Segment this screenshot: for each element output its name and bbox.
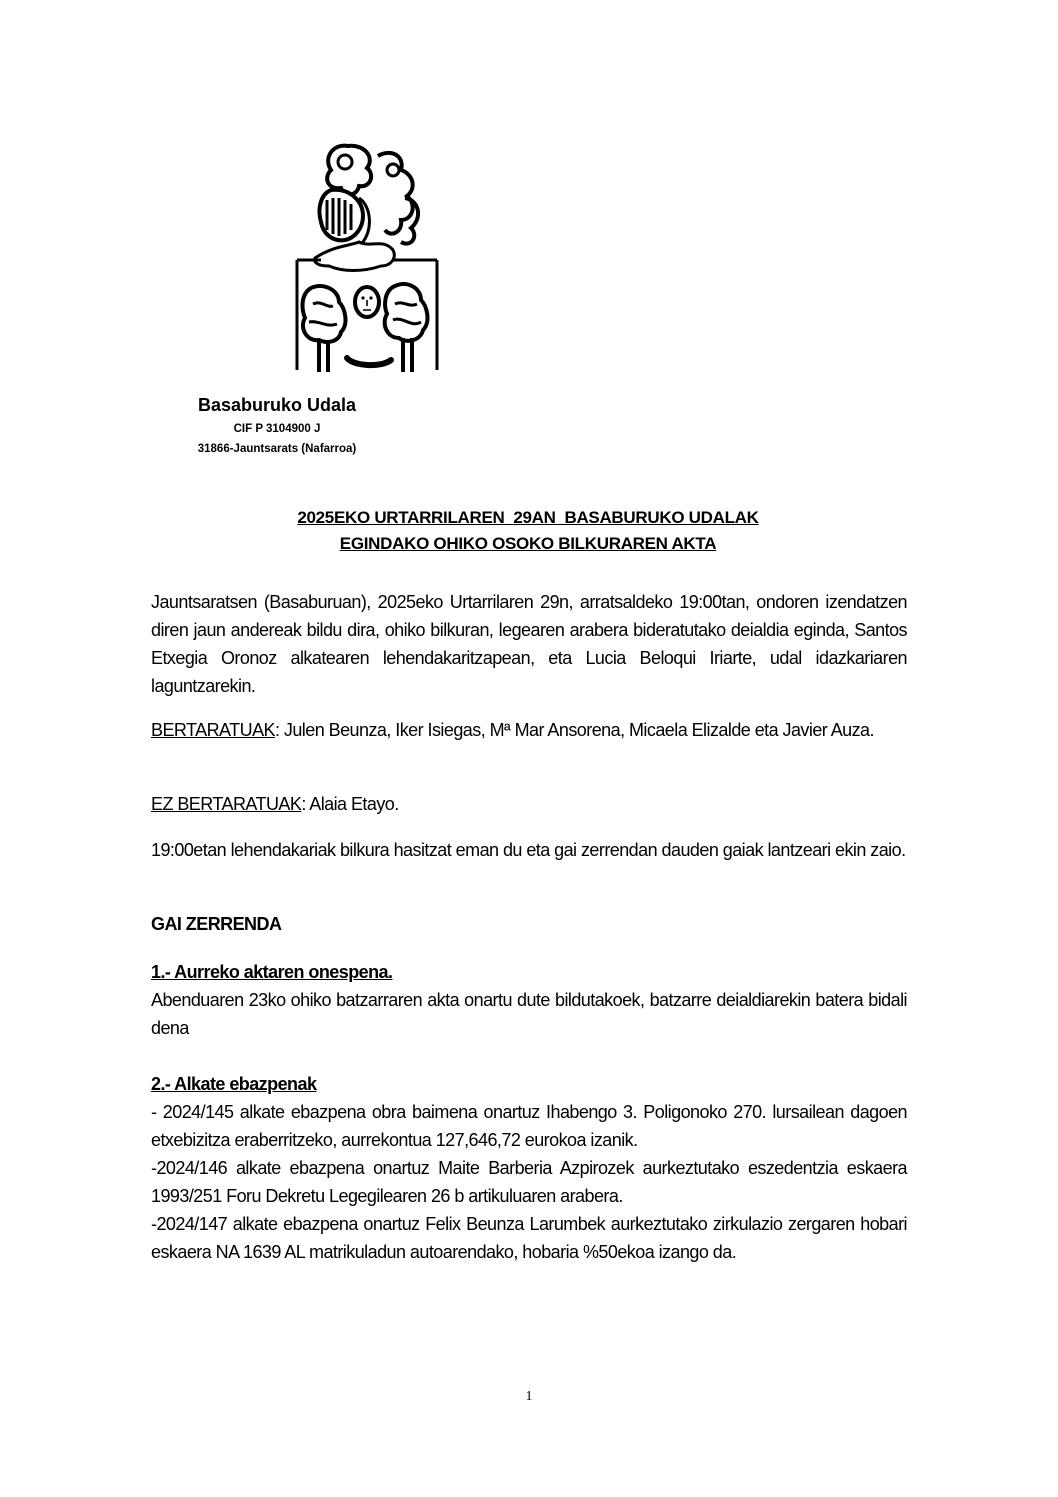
organization-address: 31866-Jauntsarats (Nafarroa) bbox=[197, 443, 357, 455]
agenda-item-2 bbox=[151, 1070, 907, 1266]
attendees-label: BERTARATUAK bbox=[151, 720, 275, 740]
attendees-paragraph bbox=[151, 716, 907, 744]
agenda-item-title: 1.- Aurreko aktaren onespena. bbox=[151, 962, 393, 982]
absentees-label: EZ BERTARATUAK bbox=[151, 794, 302, 814]
agenda-item-title: 2.- Alkate ebazpenak bbox=[151, 1074, 317, 1094]
agenda-item-1 bbox=[151, 958, 907, 1042]
absentees-list: : Alaia Etayo. bbox=[301, 794, 399, 814]
organization-name: Basaburuko Udala bbox=[197, 395, 357, 415]
intro-paragraph: Jauntsaratsen (Basaburuan), 2025eko Urtarrilaren 29n, arratsaldeko 19:00tan, ondoren izendatzen diren jaun andereak bildu dira, ohiko bilkuran, legearen arabera bideratutako deialdia eginda, Santos Etxegia Oronoz alkatearen lehendakaritzapean, eta Lucia Beloqui Iriarte, udal idazkariaren laguntzarekin. bbox=[151, 592, 907, 696]
absentees-paragraph bbox=[151, 790, 907, 818]
title-line-1: 2025EKO URTARRILAREN 29AN BASABURUKO UDALAK bbox=[297, 508, 759, 527]
agenda-heading: GAI ZERRENDA bbox=[151, 914, 282, 934]
agenda-item-paragraph: Abenduaren 23ko ohiko batzarraren akta onartu dute bildutakoek, batzarre deialdiarekin batera bidali dena bbox=[151, 990, 907, 1038]
coat-of-arms-icon bbox=[293, 138, 441, 372]
resolution-item: -2024/146 alkate ebazpena onartuz Maite Barberia Azpirozek aurkeztutako eszedentzia eskaera 1993/251 Foru Dekretu Legegilearen 26 b artikuluaren arabera. bbox=[151, 1158, 907, 1206]
attendees-list: : Julen Beunza, Iker Isiegas, Mª Mar Ansorena, Micaela Elizalde eta Javier Auza. bbox=[274, 720, 874, 740]
opening-paragraph: 19:00etan lehendakariak bilkura hasitzat eman du eta gai zerrendan dauden gaiak lantzeari ekin zaio. bbox=[151, 840, 906, 860]
resolution-item: -2024/147 alkate ebazpena onartuz Felix Beunza Larumbek aurkeztutako zirkulazio zergaren hobari eskaera NA 1639 AL matrikuladun autoarendako, hobaria %50ekoa izango da. bbox=[151, 1214, 907, 1262]
resolution-item: - 2024/145 alkate ebazpena obra baimena onartuz Ihabengo 3. Poligonoko 270. lursailean dagoen etxebizitza eraberritzeko, aurrekontua 127,646,72 eurokoa izanik. bbox=[151, 1102, 907, 1150]
organization-block bbox=[150, 393, 404, 459]
organization-cif: CIF P 3104900 J bbox=[233, 423, 321, 435]
document-title bbox=[150, 505, 906, 557]
title-line-2: EGINDAKO OHIKO OSOKO BILKURAREN AKTA bbox=[339, 534, 717, 553]
page-number: 1 bbox=[525, 1389, 533, 1404]
